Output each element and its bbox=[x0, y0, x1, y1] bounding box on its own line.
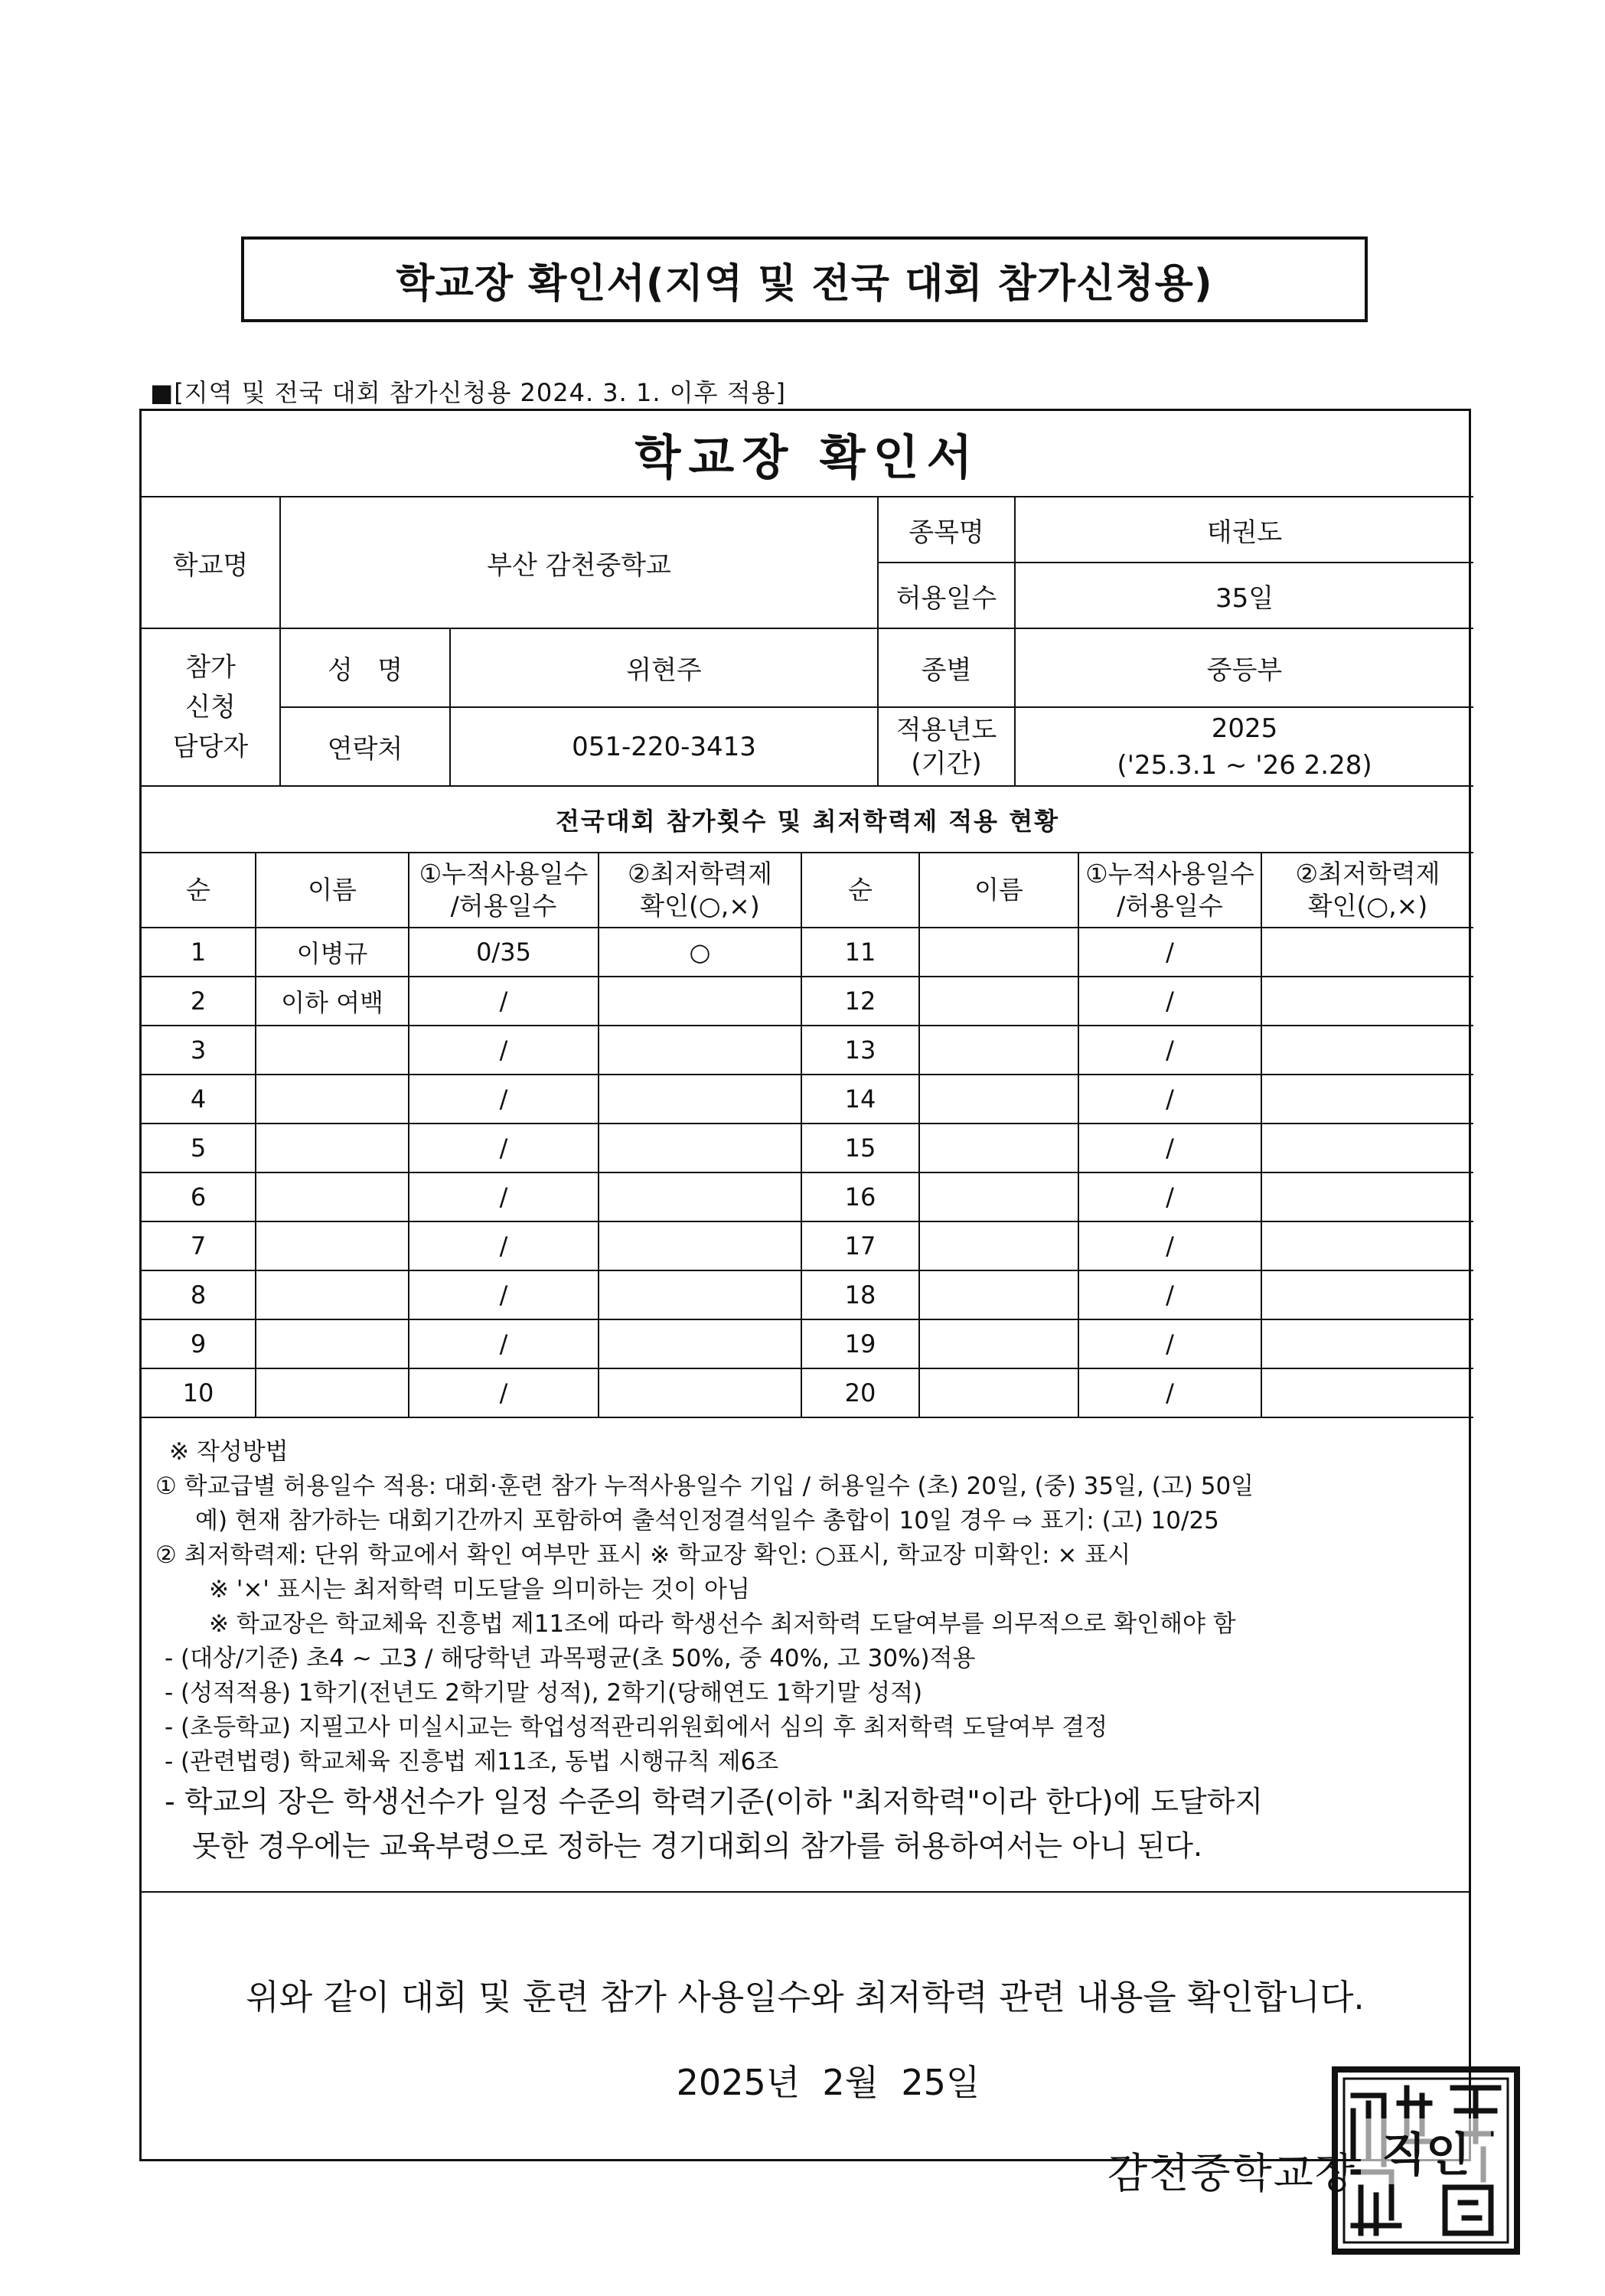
row-days-2: / bbox=[1078, 1172, 1261, 1221]
instructions-heading: ※ 작성방법 bbox=[169, 1438, 289, 1466]
contact-table bbox=[142, 629, 1473, 787]
row-no-2: 18 bbox=[801, 1270, 919, 1319]
row-check-2 bbox=[1261, 1221, 1473, 1270]
row-days: / bbox=[409, 977, 599, 1026]
year-value-line2: ('25.3.1 ~ '26 2.28) bbox=[1117, 749, 1372, 781]
header-no-2: 순 bbox=[801, 853, 919, 928]
row-no: 7 bbox=[142, 1221, 256, 1270]
instruction-line: 못한 경우에는 교육부령으로 정하는 경기대회의 참가를 허용하여서는 아니 된다. bbox=[192, 1829, 1203, 1863]
row-check-2 bbox=[1261, 1270, 1473, 1319]
row-name bbox=[256, 1368, 409, 1417]
certificate-form bbox=[139, 409, 1471, 2197]
row-days-2: / bbox=[1078, 1075, 1261, 1124]
row-days-2: / bbox=[1078, 1270, 1261, 1319]
row-no: 3 bbox=[142, 1026, 256, 1075]
sport-label: 종목명 bbox=[878, 497, 1015, 563]
row-name-2 bbox=[919, 1368, 1078, 1417]
row-name-2 bbox=[919, 1172, 1078, 1221]
principal-signature: 감천중학교장 bbox=[1108, 2149, 1356, 2197]
header-check-line2: 확인(○,×) bbox=[640, 891, 760, 921]
instruction-line: - (초등학교) 지필고사 미실시교는 학업성적관리위원회에서 심의 후 최저학력 도달여부 결정 bbox=[165, 1714, 1108, 1741]
row-days-2: / bbox=[1078, 977, 1261, 1026]
year-label-line1: 적용년도 bbox=[895, 714, 997, 745]
row-days-2: / bbox=[1078, 1368, 1261, 1417]
name-label: 성 명 bbox=[280, 629, 450, 707]
header-name: 이름 bbox=[256, 853, 409, 928]
row-no-2: 11 bbox=[801, 928, 919, 977]
row-check bbox=[599, 1124, 801, 1172]
row-name bbox=[256, 1270, 409, 1319]
row-check bbox=[599, 1221, 801, 1270]
row-check bbox=[599, 1026, 801, 1075]
row-name bbox=[256, 1124, 409, 1172]
row-no-2: 15 bbox=[801, 1124, 919, 1172]
confirmation-statement: 위와 같이 대회 및 훈련 참가 사용일수와 최저학력 관련 내용을 확인합니다. bbox=[246, 1977, 1365, 2017]
row-check-2 bbox=[1261, 1368, 1473, 1417]
row-name-2 bbox=[919, 1221, 1078, 1270]
status-table-title: 전국대회 참가횟수 및 최저학력제 적용 현황 bbox=[142, 787, 1473, 853]
row-check-2 bbox=[1261, 977, 1473, 1026]
phone-label: 연락처 bbox=[280, 707, 450, 786]
row-check bbox=[599, 1270, 801, 1319]
row-no: 6 bbox=[142, 1172, 256, 1221]
row-check-2 bbox=[1261, 1124, 1473, 1172]
row-name-2 bbox=[919, 1124, 1078, 1172]
school-value: 부산 감천중학교 bbox=[280, 497, 878, 628]
row-name: 이병규 bbox=[256, 928, 409, 977]
header-days-2-line1: ①누적사용일수 bbox=[1085, 859, 1254, 889]
instruction-line: ① 학교급별 허용일수 적용: 대회·훈련 참가 누적사용일수 기입 / 허용일수 (초) 20일, (중) 35일, (고) 50일 bbox=[155, 1473, 1254, 1500]
seal-label: 직인 bbox=[1361, 2118, 1491, 2184]
header-days-2 bbox=[1078, 853, 1261, 928]
header-days-2-line2: /허용일수 bbox=[1117, 891, 1223, 921]
row-days: / bbox=[409, 1319, 599, 1368]
row-days-2: / bbox=[1078, 928, 1261, 977]
row-no-2: 19 bbox=[801, 1319, 919, 1368]
row-name-2 bbox=[919, 928, 1078, 977]
row-days-2: / bbox=[1078, 1221, 1261, 1270]
instructions bbox=[142, 1418, 1469, 1893]
division-label: 종별 bbox=[878, 629, 1015, 707]
row-no-2: 12 bbox=[801, 977, 919, 1026]
instruction-line: - (성적적용) 1학기(전년도 2학기말 성적), 2학기(당해연도 1학기말 성적) bbox=[165, 1679, 923, 1707]
row-check bbox=[599, 1368, 801, 1417]
row-check bbox=[599, 1075, 801, 1124]
instruction-line: - (대상/기준) 초4 ~ 고3 / 해당학년 과목평균(초 50%, 중 40%, 고 30%)적용 bbox=[165, 1645, 976, 1672]
row-check: ○ bbox=[599, 928, 801, 977]
division-value: 중등부 bbox=[1015, 629, 1473, 707]
row-no: 4 bbox=[142, 1075, 256, 1124]
row-no: 5 bbox=[142, 1124, 256, 1172]
year-value-line1: 2025 bbox=[1211, 713, 1278, 744]
row-days-2: / bbox=[1078, 1319, 1261, 1368]
instruction-line: ※ 학교장은 학교체육 진흥법 제11조에 따라 학생선수 최저학력 도달여부를 의무적으로 확인해야 함 bbox=[209, 1610, 1236, 1638]
header-days bbox=[409, 853, 599, 928]
row-name-2 bbox=[919, 1075, 1078, 1124]
row-days: / bbox=[409, 1270, 599, 1319]
year-label-line2: (기간) bbox=[911, 748, 982, 779]
instruction-line: ② 최저학력제: 단위 학교에서 확인 여부만 표시 ※ 학교장 확인: ○표시, 학교장 미확인: × 표시 bbox=[155, 1541, 1131, 1569]
year-value bbox=[1015, 707, 1473, 786]
header-check bbox=[599, 853, 801, 928]
row-no: 10 bbox=[142, 1368, 256, 1417]
table-row bbox=[142, 977, 1473, 1026]
table-row bbox=[142, 1172, 1473, 1221]
form-title: 학교장 확인서 bbox=[142, 411, 1473, 497]
row-days: 0/35 bbox=[409, 928, 599, 977]
sport-value: 태권도 bbox=[1015, 497, 1473, 563]
phone-value: 051-220-3413 bbox=[450, 707, 878, 786]
header-check-2-line1: ②최저학력제 bbox=[1295, 859, 1440, 889]
row-no-2: 13 bbox=[801, 1026, 919, 1075]
header-check-2-line2: 확인(○,×) bbox=[1307, 891, 1428, 921]
row-no-2: 17 bbox=[801, 1221, 919, 1270]
row-check bbox=[599, 1172, 801, 1221]
status-table-header bbox=[142, 853, 1473, 928]
year-label bbox=[878, 707, 1015, 786]
row-name bbox=[256, 1319, 409, 1368]
days-value: 35일 bbox=[1015, 563, 1473, 628]
row-no: 2 bbox=[142, 977, 256, 1026]
row-no: 8 bbox=[142, 1270, 256, 1319]
instruction-line: ※ '×' 표시는 최저학력 미도달을 의미하는 것이 아님 bbox=[209, 1576, 750, 1603]
table-row bbox=[142, 1124, 1473, 1172]
table-row bbox=[142, 1075, 1473, 1124]
school-label: 학교명 bbox=[142, 497, 280, 628]
row-no-2: 16 bbox=[801, 1172, 919, 1221]
header-name-2: 이름 bbox=[919, 853, 1078, 928]
document-title: 학교장 확인서(지역 및 전국 대회 참가신청용) bbox=[241, 236, 1368, 322]
row-days: / bbox=[409, 1172, 599, 1221]
row-days: / bbox=[409, 1026, 599, 1075]
row-check bbox=[599, 1319, 801, 1368]
name-value: 위현주 bbox=[450, 629, 878, 707]
table-row bbox=[142, 1270, 1473, 1319]
info-table bbox=[142, 411, 1473, 629]
row-name-2 bbox=[919, 1319, 1078, 1368]
instruction-line: - 학교의 장은 학생선수가 일정 수준의 학력기준(이하 "최저학력"이라 한다)에 도달하지 bbox=[165, 1785, 1264, 1818]
header-check-2 bbox=[1261, 853, 1473, 928]
table-row bbox=[142, 1026, 1473, 1075]
row-check-2 bbox=[1261, 1075, 1473, 1124]
header-days-line2: /허용일수 bbox=[450, 891, 557, 921]
row-days: / bbox=[409, 1075, 599, 1124]
row-no: 9 bbox=[142, 1319, 256, 1368]
row-name bbox=[256, 1075, 409, 1124]
instruction-line: 예) 현재 참가하는 대회기간까지 포함하여 출석인정결석일수 총합이 10일 경우 ⇨ 표기: (고) 10/25 bbox=[195, 1507, 1219, 1534]
header-check-line1: ②최저학력제 bbox=[628, 859, 772, 889]
row-check-2 bbox=[1261, 1026, 1473, 1075]
row-check bbox=[599, 977, 801, 1026]
header-days-line1: ①누적사용일수 bbox=[419, 859, 589, 889]
instruction-line: - (관련법령) 학교체육 진흥법 제11조, 동법 시행규칙 제6조 bbox=[165, 1748, 779, 1776]
row-days: / bbox=[409, 1221, 599, 1270]
table-row bbox=[142, 1319, 1473, 1368]
row-check-2 bbox=[1261, 1319, 1473, 1368]
row-no-2: 20 bbox=[801, 1368, 919, 1417]
status-table bbox=[142, 787, 1473, 1418]
row-name bbox=[256, 1221, 409, 1270]
table-row bbox=[142, 1368, 1473, 1417]
row-no-2: 14 bbox=[801, 1075, 919, 1124]
row-no: 1 bbox=[142, 928, 256, 977]
row-name bbox=[256, 1026, 409, 1075]
row-days-2: / bbox=[1078, 1124, 1261, 1172]
contact-group-label: 참가 신청 담당자 bbox=[142, 629, 280, 786]
row-check-2 bbox=[1261, 1172, 1473, 1221]
issue-date: 2025년 2월 25일 bbox=[676, 2062, 980, 2103]
official-seal bbox=[1330, 2065, 1522, 2256]
row-check-2 bbox=[1261, 928, 1473, 977]
row-name-2 bbox=[919, 977, 1078, 1026]
row-days: / bbox=[409, 1368, 599, 1417]
applicability-note: ■[지역 및 전국 대회 참가신청용 2024. 3. 1. 이후 적용] bbox=[150, 378, 787, 407]
row-days: / bbox=[409, 1124, 599, 1172]
table-row bbox=[142, 1221, 1473, 1270]
days-label: 허용일수 bbox=[878, 563, 1015, 628]
row-name-2 bbox=[919, 1270, 1078, 1319]
row-name bbox=[256, 1172, 409, 1221]
table-row bbox=[142, 928, 1473, 977]
row-days-2: / bbox=[1078, 1026, 1261, 1075]
row-name: 이하 여백 bbox=[256, 977, 409, 1026]
row-name-2 bbox=[919, 1026, 1078, 1075]
header-no: 순 bbox=[142, 853, 256, 928]
